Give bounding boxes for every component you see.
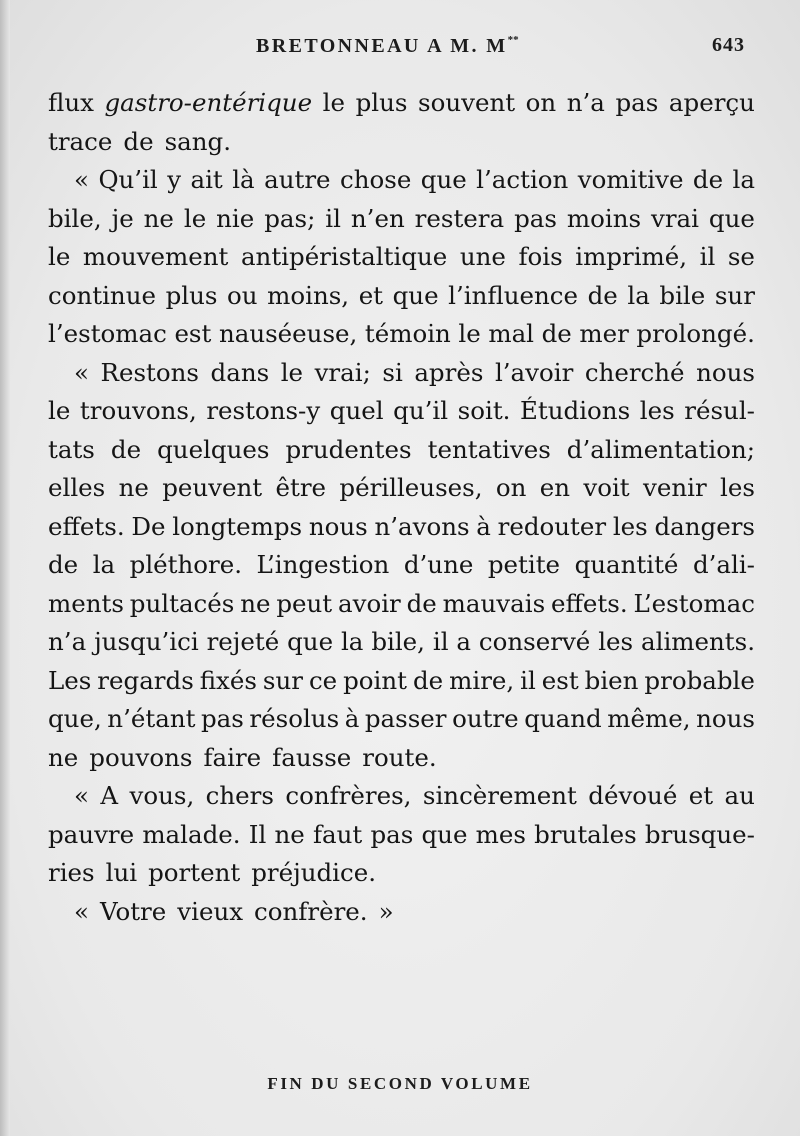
word: «: [74, 896, 89, 926]
word: dans: [210, 357, 270, 387]
word: ait: [190, 165, 223, 194]
word: portent: [148, 858, 241, 887]
word: vous,: [129, 781, 195, 810]
word: préjudice.: [251, 858, 376, 887]
word: prolongé.: [636, 319, 755, 348]
word: là: [232, 165, 255, 194]
word: y: [167, 165, 182, 194]
word: de: [541, 319, 572, 348]
word: voit: [583, 473, 630, 502]
word: cherché: [584, 357, 685, 387]
word: résolus: [249, 704, 340, 733]
word: imprimé,: [575, 242, 688, 271]
text-line-14: [48, 585, 755, 624]
word: l’avoir: [494, 357, 574, 387]
text-line-17: [48, 700, 755, 739]
word: nie: [216, 203, 255, 233]
word: Étudions: [520, 396, 631, 425]
word: fixés: [199, 665, 257, 695]
text-line-13: [48, 546, 755, 585]
word: redouter: [497, 511, 607, 541]
word: le: [458, 319, 481, 348]
running-title-text: BRETONNEAU A M. M: [256, 35, 508, 57]
word: pauvre: [48, 819, 135, 849]
word: on: [495, 473, 527, 502]
word: et: [688, 781, 714, 810]
word: même,: [607, 704, 691, 733]
word: effets.: [48, 511, 125, 541]
word: pas: [615, 88, 659, 117]
word: A: [100, 781, 119, 810]
italic-term: gastro-entérique: [104, 88, 313, 117]
word: quand: [524, 704, 602, 733]
word: effets.: [551, 588, 628, 618]
word: sur: [262, 665, 303, 695]
word: les: [720, 473, 755, 502]
word: faut: [312, 819, 363, 849]
volume-end-footer: [0, 1074, 800, 1094]
word: malade.: [142, 819, 241, 849]
word: se: [727, 242, 755, 271]
word: bien: [584, 665, 639, 695]
word: mauvais: [442, 588, 546, 618]
word: vrai;: [314, 357, 371, 387]
word: probable: [644, 665, 755, 695]
word: la: [92, 550, 116, 579]
word: bile,: [48, 203, 102, 233]
word: tats: [48, 434, 95, 464]
word: d’ali-: [692, 550, 755, 579]
word: être: [275, 473, 327, 502]
text-line-12: [48, 508, 755, 547]
word: d’alimentation;: [566, 434, 755, 464]
word: de: [406, 588, 437, 618]
word: Restons: [100, 357, 199, 387]
word: l’action: [476, 165, 569, 194]
text-line-16: [48, 662, 755, 701]
word: ments: [48, 588, 124, 618]
word: jusqu’ici: [94, 627, 199, 656]
word: confrères,: [285, 781, 412, 810]
word: périlleuses,: [339, 473, 483, 502]
word: témoin: [364, 319, 451, 348]
word: «: [74, 165, 89, 194]
word: n’étant: [107, 704, 196, 733]
word: longtemps: [172, 511, 303, 541]
text-line-7: [48, 315, 755, 354]
word: chose: [340, 165, 412, 194]
word: fois: [518, 242, 563, 271]
word: vieux: [177, 896, 244, 926]
word: ne: [240, 588, 271, 618]
word: la: [340, 627, 364, 656]
word: on: [525, 88, 557, 117]
word: dévoué: [588, 781, 678, 810]
word: «: [74, 781, 89, 810]
word: rejeté: [206, 627, 280, 656]
word: De: [131, 511, 166, 541]
word: pas: [201, 704, 244, 733]
word: tentatives: [427, 434, 551, 464]
word: moins: [566, 203, 642, 233]
word: pas;: [264, 203, 316, 233]
word: qu’il: [393, 396, 449, 425]
word: quantité: [574, 550, 679, 579]
word: trouvons,: [79, 396, 197, 425]
word: chers: [205, 781, 274, 810]
word: brusque-: [644, 819, 755, 849]
word: que: [287, 627, 334, 656]
word: sincèrement: [422, 781, 577, 810]
word: de: [412, 665, 444, 695]
word: ries: [48, 858, 95, 887]
word: le: [322, 88, 345, 117]
word: dangers: [654, 511, 755, 541]
word: ne: [143, 203, 174, 233]
word: de: [123, 126, 154, 156]
word: si: [382, 357, 403, 387]
word: de: [587, 280, 618, 310]
word: le: [183, 203, 207, 233]
word: plus: [355, 88, 408, 117]
word: il: [325, 203, 341, 233]
word: ne: [274, 819, 305, 849]
word: aperçu: [668, 88, 755, 117]
text-line-22: [48, 893, 755, 932]
text-line-10: [48, 431, 755, 470]
word: conservé: [478, 627, 591, 656]
text-line-8: [48, 354, 755, 393]
word: les: [639, 396, 675, 425]
word: lui: [105, 858, 138, 887]
word: en: [539, 473, 571, 502]
word: l’influence: [448, 280, 579, 310]
word: trace: [48, 126, 113, 156]
word: sang.: [164, 126, 232, 156]
word: d’une: [403, 550, 474, 579]
word: nous: [696, 357, 755, 387]
word: point: [343, 665, 408, 695]
word: le: [280, 357, 304, 387]
word: continue: [48, 280, 156, 310]
word: autre: [264, 165, 331, 194]
word: aliments.: [641, 627, 755, 656]
word: l’estomac: [48, 319, 167, 348]
word: vrai: [650, 203, 699, 233]
word: sur: [714, 280, 755, 310]
word: mal: [488, 319, 535, 348]
word: brutales: [534, 819, 637, 849]
word: est: [174, 319, 212, 348]
word: que: [392, 280, 439, 310]
word: quelques: [157, 434, 270, 464]
word: la: [627, 280, 650, 310]
word: restera: [414, 203, 505, 233]
word: de: [48, 550, 79, 579]
word: il: [432, 627, 449, 656]
end-of-volume-note: FIN DU SECOND VOLUME: [267, 1074, 533, 1093]
word: vomitive: [577, 165, 684, 194]
word: petite: [487, 550, 561, 579]
word: bile,: [371, 627, 425, 656]
word: pouvons: [89, 742, 193, 772]
word: et: [358, 280, 384, 310]
word: est: [541, 665, 579, 695]
text-line-3: [48, 161, 755, 200]
word: restons-y: [206, 396, 321, 425]
text-line-1: [48, 84, 755, 123]
word: pultacés: [129, 588, 235, 618]
word: venir: [643, 473, 707, 502]
word: plus: [165, 280, 218, 310]
body-text: [48, 84, 755, 931]
word: pas: [370, 819, 414, 849]
word: prudentes: [285, 434, 412, 464]
word: soit.: [457, 396, 511, 425]
word: souvent: [418, 88, 516, 117]
word: antipéristaltique: [240, 242, 448, 271]
word: nous: [308, 511, 368, 541]
word: avoir: [338, 588, 401, 618]
word: n’avons: [374, 511, 470, 541]
word: Les: [48, 665, 92, 695]
text-line-6: [48, 277, 755, 316]
word: Qu’il: [98, 165, 158, 194]
word: route.: [362, 742, 437, 772]
word: regards: [97, 665, 194, 695]
word: mire,: [449, 665, 515, 695]
word: outre: [452, 704, 519, 733]
text-line-18: [48, 739, 755, 778]
word: moins,: [267, 280, 350, 310]
word: les: [612, 511, 648, 541]
running-title: [256, 34, 519, 58]
word: L’estomac: [633, 588, 755, 618]
text-line-21: [48, 854, 755, 893]
word: bile: [659, 280, 706, 310]
word: »: [378, 896, 394, 926]
running-title-asterisks: **: [507, 34, 519, 46]
text-line-15: [48, 623, 755, 662]
word: de: [110, 434, 142, 464]
text-line-11: [48, 469, 755, 508]
running-header: [0, 34, 800, 64]
word: confrère.: [254, 896, 368, 926]
word: mouvement: [82, 242, 229, 271]
word: le: [48, 242, 71, 271]
word: ou: [227, 280, 258, 310]
word: Votre: [100, 896, 167, 926]
text-line-2: [48, 123, 755, 162]
word: que: [421, 819, 468, 849]
word: mer: [579, 319, 629, 348]
word: à: [476, 511, 491, 541]
word: elles: [48, 473, 106, 502]
word: la: [732, 165, 755, 194]
word: une: [459, 242, 506, 271]
word: faire: [203, 742, 262, 772]
word: il: [699, 242, 716, 271]
text-line-4: [48, 200, 755, 239]
word: peuvent: [162, 473, 263, 502]
word: que,: [48, 704, 102, 733]
word: les: [598, 627, 634, 656]
word: quel: [329, 396, 384, 425]
word: flux: [48, 88, 94, 117]
word: ne: [48, 742, 79, 772]
text-line-5: [48, 238, 755, 277]
word: ne: [118, 473, 149, 502]
word: [105, 84, 313, 123]
text-line-9: [48, 392, 755, 431]
word: n’en: [350, 203, 405, 233]
text-line-19: [48, 777, 755, 816]
word: après: [414, 357, 484, 387]
word: il: [520, 665, 536, 695]
word: L’ingestion: [256, 550, 390, 579]
word: nous: [696, 704, 755, 733]
word: Il: [248, 819, 267, 849]
word: que: [708, 203, 755, 233]
word: à: [344, 704, 360, 733]
word: fausse: [272, 742, 352, 772]
word: passer: [364, 704, 447, 733]
word: a: [456, 627, 472, 656]
word: n’a: [566, 88, 605, 117]
word: mes: [475, 819, 526, 849]
word: de: [692, 165, 724, 194]
page-gutter-shadow: [0, 0, 10, 1136]
word: n’a: [48, 627, 87, 656]
word: pléthore.: [129, 550, 243, 579]
word: nauséeuse,: [218, 319, 358, 348]
word: résul-: [684, 396, 755, 425]
word: pas: [514, 203, 557, 233]
word: que: [420, 165, 467, 194]
text-line-20: [48, 816, 755, 855]
word: peut: [276, 588, 333, 618]
word: au: [724, 781, 755, 810]
page-number: 643: [712, 34, 745, 56]
word: le: [48, 396, 71, 425]
word: «: [74, 357, 89, 387]
word: ce: [308, 665, 338, 695]
word: je: [111, 203, 134, 233]
